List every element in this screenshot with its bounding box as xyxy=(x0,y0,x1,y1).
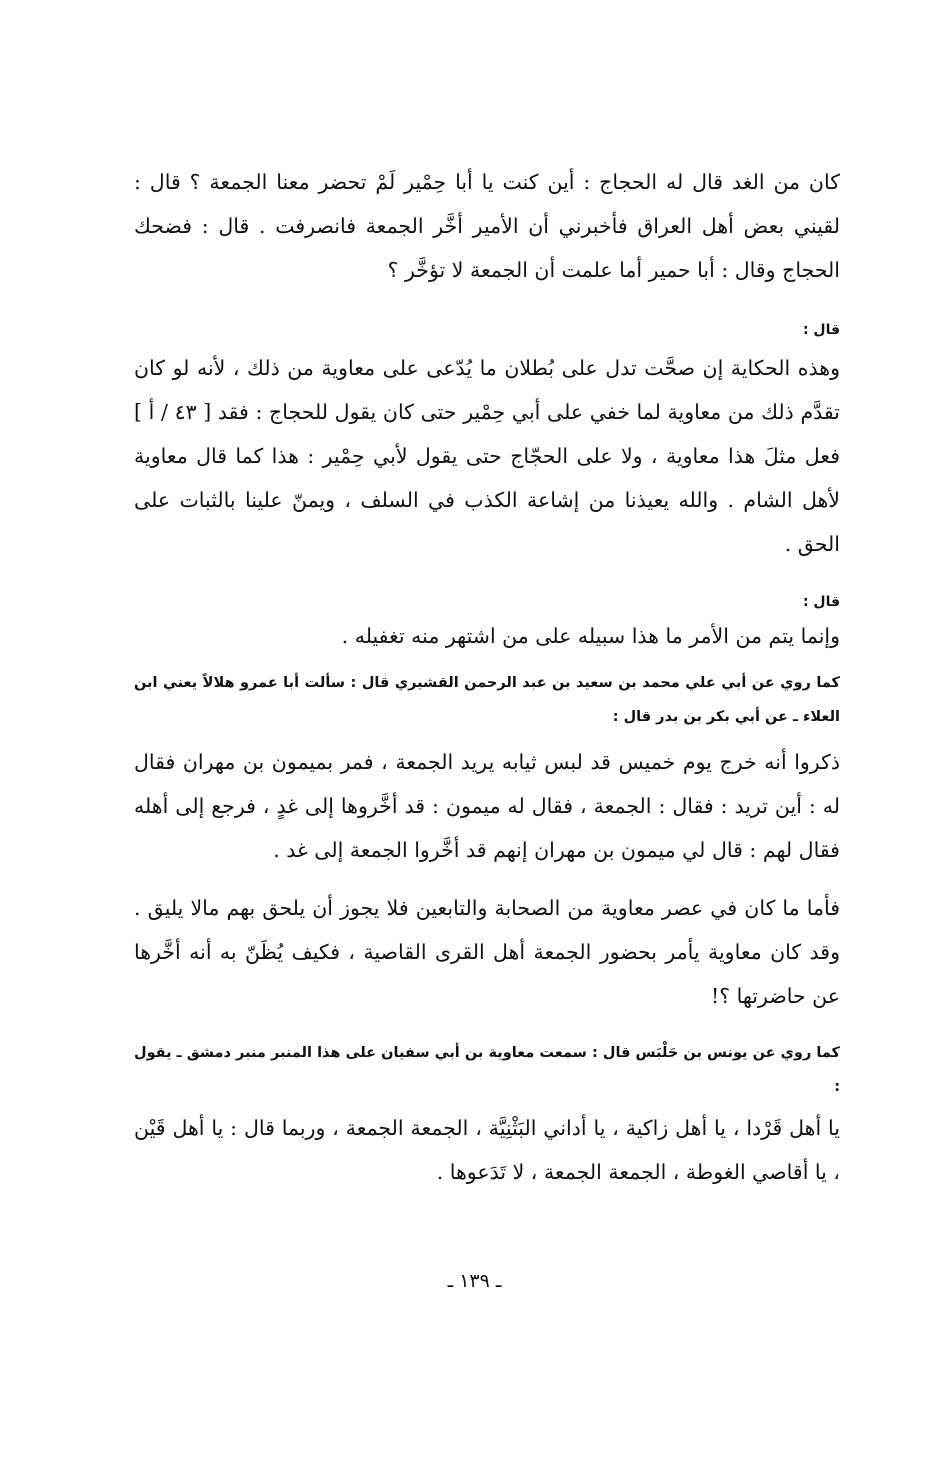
page-number: ـ ١٣٩ ـ xyxy=(447,1270,502,1292)
paragraph-sahaba: فأما ما كان في عصر معاوية من الصحابة والتابعين فلا يجوز أن يلحق بهم مالا يليق . وقد كان معاوية يأمر بحضور الجمعة أهل القرى القاصية ، فكيف يُظَنّ به أنه أخَّرها عن حاضرتها ؟! xyxy=(134,896,840,1008)
paragraph-muawiya-call: يا أهل قَرْدا ، يا أهل زاكية ، يا أداني البَثْنِيَّة ، الجمعة الجمعة ، وربما قال : يا أهل قَيْن ، يا أقاصي الغوطة ، الجمعة الجمعة ، لا تَدَعوها . xyxy=(134,1116,840,1184)
label-qala-1: قال : xyxy=(802,322,840,338)
paragraph-reason: وإنما يتم من الأمر ما هذا سبيله على من اشتهر منه تغفيله . xyxy=(341,624,840,648)
page-body xyxy=(134,160,840,1194)
isnad-yunus: كما روي عن يونس بن حَلْبَس قال : سمعت معاوية بن أبي سفيان على هذا المنبر منبر دمشق ـ يقول : xyxy=(134,1045,840,1095)
isnad-qushayri: كما روي عن أبي علي محمد بن سعيد بن عبد الرحمن القشيري قال : سألت أبا عمرو هلالاً يعني ابن العلاء ـ عن أبي بكر بن بدر قال : xyxy=(134,675,840,725)
paragraph-hajjaj-dialogue: كان من الغد قال له الحجاج : أين كنت يا أبا حِمْير لَمْ تحضر معنا الجمعة ؟ قال : لقيني بعض أهل العراق فأخبرني أن الأمير أخَّر الجمعة فانصرفت . قال : فضحك الحجاج وقال : أبا حمير أما علمت أن الجمعة لا تؤخَّر ؟ xyxy=(134,170,840,282)
paragraph-maymun-story: ذكروا أنه خرج يوم خميس قد لبس ثيابه يريد الجمعة ، فمر بميمون بن مهران فقال له : أين تريد : فقال : الجمعة ، فقال له ميمون : قد أخَّروها إلى غدٍ ، فرجع إلى أهله فقال لهم : قال لي ميمون بن مهران إنهم قد أخَّروا الجمعة إلى غد . xyxy=(134,750,840,862)
label-qala-2: قال : xyxy=(802,594,840,610)
paragraph-story-critique: وهذه الحكاية إن صحَّت تدل على بُطلان ما يُدّعى على معاوية من ذلك ، لأنه لو كان تقدَّم ذلك من معاوية لما خفي على أبي حِمْير حتى كان يقول للحجاج : فقد [ ٤٣ / أ ] فعل مثلَ هذا معاوية ، ولا على الحجّاج حتى يقول لأبي حِمْير : هذا كما قال معاوية لأهل الشام . والله يعيذنا من إشاعة الكذب في السلف ، ويمنّ علينا بالثبات على الحق . xyxy=(134,356,840,556)
